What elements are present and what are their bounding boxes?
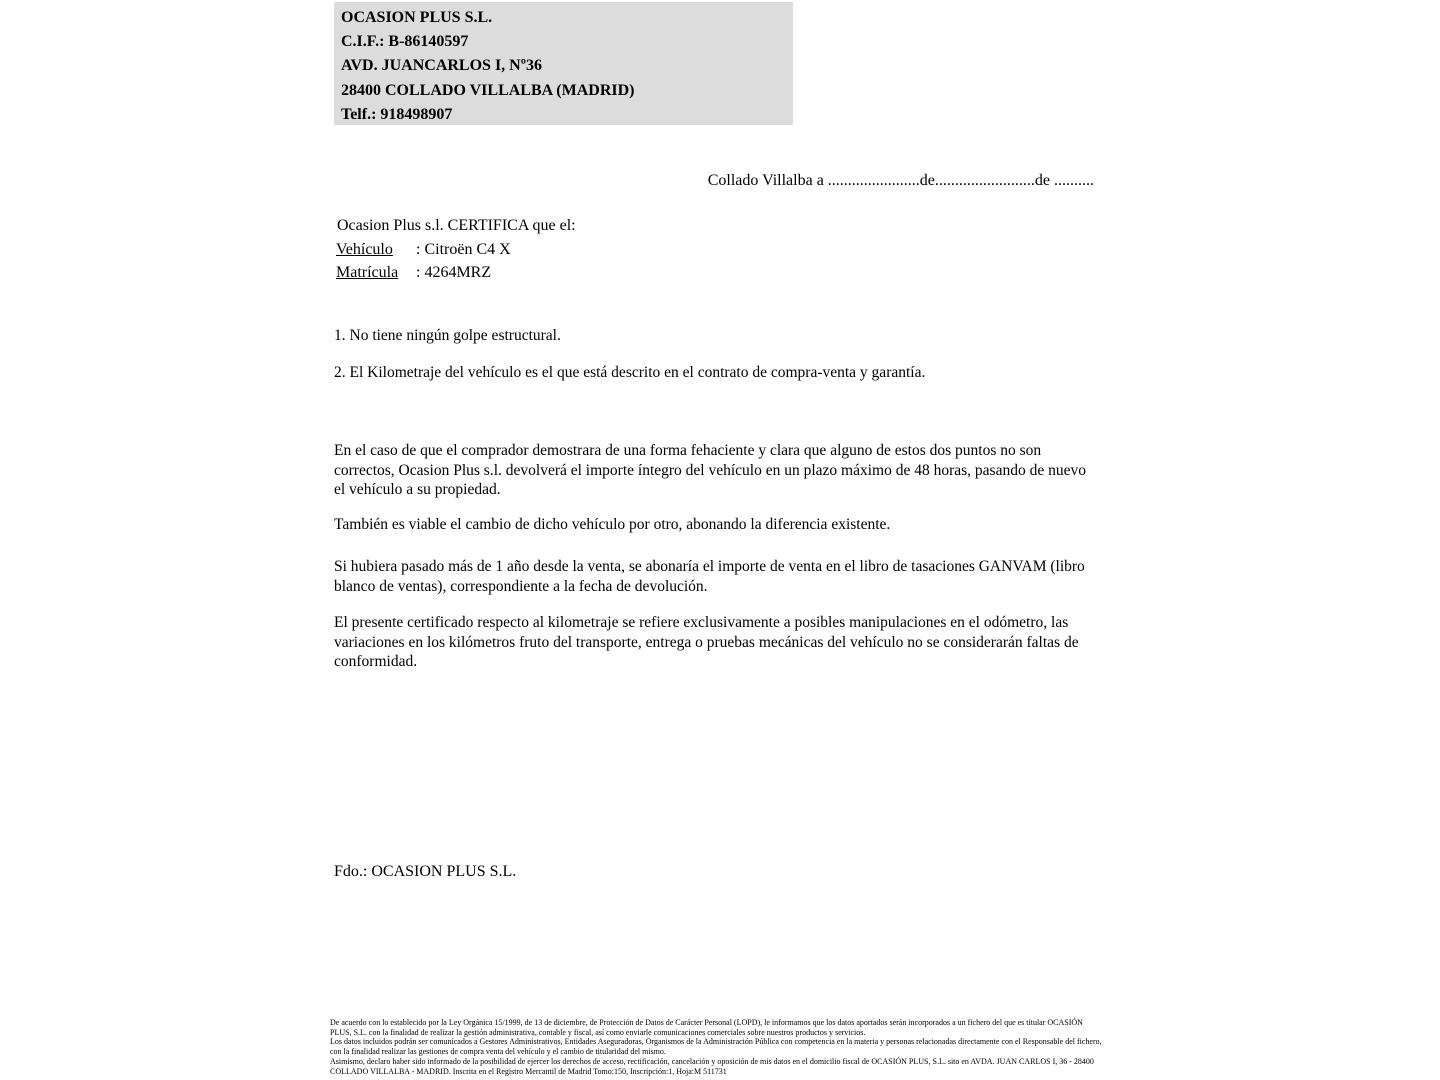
company-name: OCASION PLUS S.L. [341,9,493,26]
vehicle-line [336,241,511,259]
plate-label-wrap [336,264,416,282]
company-cif: C.I.F.: B-86140597 [341,33,469,51]
plate-value: : 4264MRZ [416,264,492,281]
paragraph-ganvam: Si hubiera pasado más de 1 año desde la venta, se abonaría el importe de venta en el libro de tasaciones GANVAM (libro blanco de ventas), correspondiente a la fecha de devolución. [334,558,1085,595]
plate-label: Matrícula [336,264,399,281]
legal-footer [330,1018,1102,1076]
company-city: 28400 COLLADO VILLALBA (MADRID) [341,81,635,99]
paragraph-odometer: El presente certificado respecto al kilometraje se refiere exclusivamente a posibles manipulaciones en el odómetro, las variaciones en los kilómetros fruto del transporte, entrega o pruebas mecánicas del vehículo no se considerarán faltas de conformidad. [334,614,1079,671]
vehicle-value: : Citroën C4 X [416,241,511,258]
legal-paragraph-2: Los datos incluidos podrán ser comunicados a Gestores Administrativos, Entidades Aseguradoras, Organismos de la Administración Pública con competencia en la materia y personas relacionadas directamente con el Responsable del fichero, con la finalidad realizar las gestiones de compra venta del vehículo y el cambio de titularidad del mismo. [330,1037,1102,1057]
legal-paragraph-3: Asimismo, declaro haber sido informado de la posibilidad de ejercer los derechos de acceso, rectificación, cancelación y oposición de mis datos en el domicilio fiscal de OCASIÓN PLUS, S.L. sito en AVDA. JUAN CARLOS I, 36 - 28400 COLLADO VILLALBA - MADRID. Inscrita en el Registro Mercantil de Madrid Tomo:150, Inscripción:1, Hoja:M 511731 [330,1056,1094,1076]
paragraph-exchange: También es viable el cambio de dicho vehículo por otro, abonando la diferencia existente. [334,516,891,533]
certify-intro: Ocasion Plus s.l. CERTIFICA que el: [337,217,576,234]
plate-line [336,264,491,282]
company-header [334,2,793,125]
condition-point-2: 2. El Kilometraje del vehículo es el que está descrito en el contrato de compra-venta y garantía. [334,364,926,381]
vehicle-label-wrap [336,241,416,259]
signature-line: Fdo.: OCASION PLUS S.L. [334,863,517,880]
vehicle-label: Vehículo [336,241,393,258]
date-line: Collado Villalba a .......................de.........................de .......... [707,172,1094,189]
condition-point-1: 1. No tiene ningún golpe estructural. [334,327,561,344]
company-phone: Telf.: 918498907 [341,105,453,123]
paragraph-refund: En el caso de que el comprador demostrara de una forma fehaciente y clara que alguno de estos dos puntos no son correctos, Ocasion Plus s.l. devolverá el importe íntegro del vehículo en un plazo máximo de 48 horas, pasando de nuevo el vehículo a su propiedad. [334,442,1086,499]
legal-paragraph-1: De acuerdo con lo establecido por la Ley Orgánica 15/1999, de 13 de diciembre, de Protección de Datos de Carácter Personal (LOPD), le informamos que los datos aportados serán incorporados a un fichero del que es titular OCASIÓN PLUS, S.L. con la finalidad de realizar la gestión administrativa, contable y fiscal, así como enviarle comunicaciones comerciales sobre nuestros productos y servicios. [330,1018,1083,1037]
company-address: AVD. JUANCARLOS I, Nº36 [341,57,543,75]
